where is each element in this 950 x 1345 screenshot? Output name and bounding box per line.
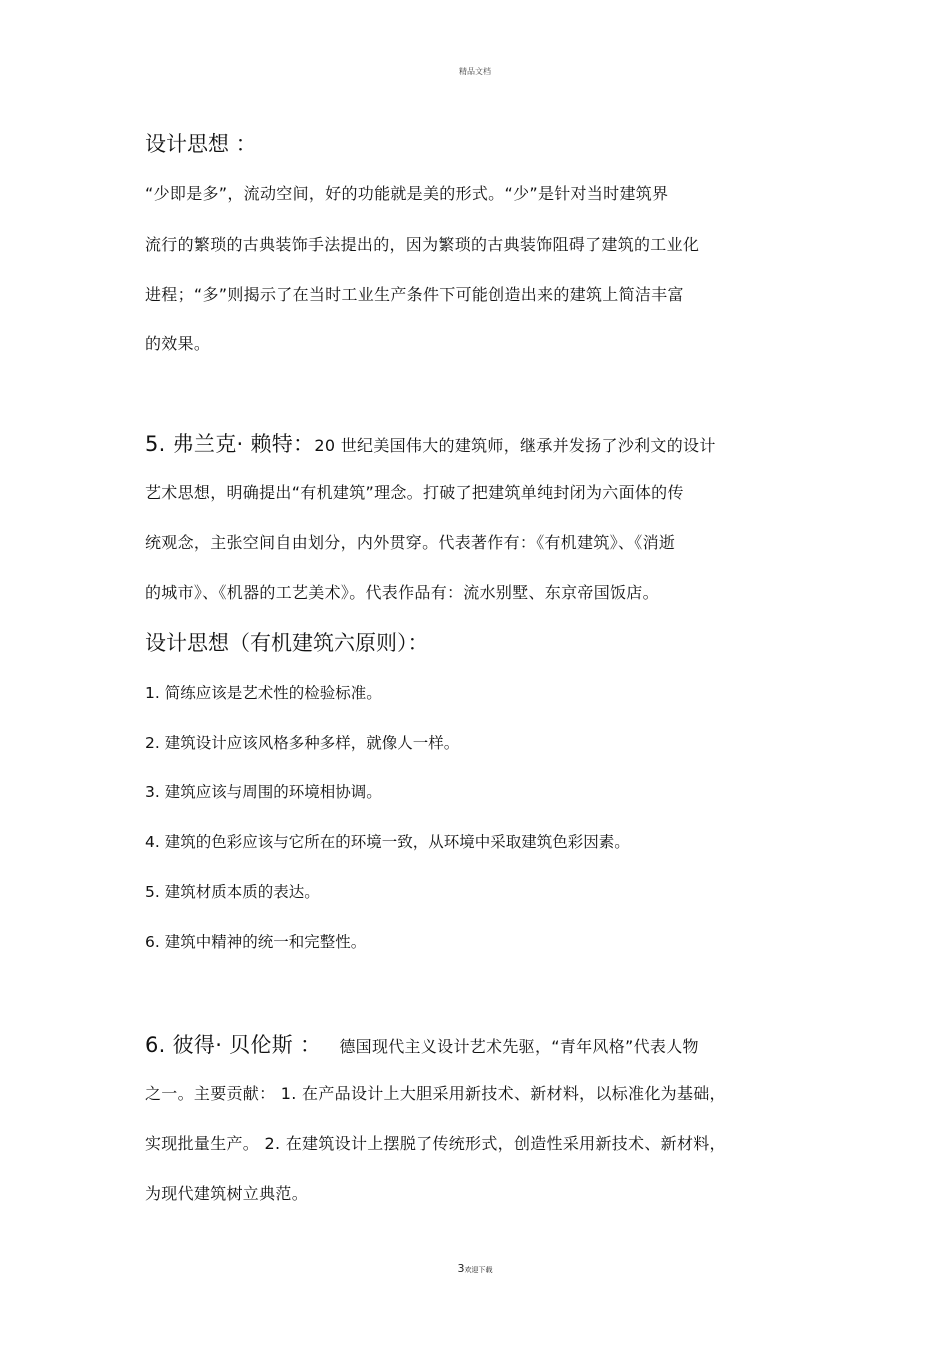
list-item: 5. 建筑材质本质的表达。 — [145, 883, 320, 901]
behrens-heading: 6. 彼得· 贝伦斯 ： — [145, 1033, 322, 1057]
page-header: 精品文档 — [459, 67, 491, 76]
wright-intro-text: 20 世纪美国伟大的建筑师，继承并发扬了沙利文的设计 — [314, 436, 716, 455]
list-item: 1. 简练应该是艺术性的检验标准。 — [145, 684, 382, 702]
paragraph-line: 为现代建筑树立典范。 — [145, 1184, 309, 1203]
list-item: 3. 建筑应该与周围的环境相协调。 — [145, 783, 382, 801]
paragraph-line: 进程；“多”则揭示了在当时工业生产条件下可能创造出来的建筑上简洁丰富 — [145, 285, 684, 304]
principles-heading: 设计思想（有机建筑六原则）： — [145, 631, 429, 655]
wright-heading: 5. 弗兰克· 赖特： — [145, 432, 315, 456]
behrens-intro-line — [145, 1029, 699, 1059]
behrens-intro-text: 德国现代主义设计艺术先驱，“青年风格”代表人物 — [339, 1037, 699, 1056]
list-item: 2. 建筑设计应该风格多种多样，就像人一样。 — [145, 734, 460, 752]
section-heading-design-thought: 设计思想 ： — [145, 132, 257, 156]
paragraph-line: 艺术思想，明确提出“有机建筑”理念。打破了把建筑单纯封闭为六面体的传 — [145, 483, 684, 502]
paragraph-line: “少即是多”，流动空间，好的功能就是美的形式。“少”是针对当时建筑界 — [145, 184, 669, 203]
paragraph-line: 实现批量生产。 2. 在建筑设计上摆脱了传统形式，创造性采用新技术、新材料， — [145, 1134, 726, 1153]
page-number: 3 — [457, 1262, 465, 1275]
paragraph-line: 之一。主要贡献： 1. 在产品设计上大胆采用新技术、新材料，以标准化为基础， — [145, 1084, 726, 1103]
paragraph-line: 的效果。 — [145, 334, 211, 353]
page-footer — [0, 1262, 950, 1275]
list-item: 6. 建筑中精神的统一和完整性。 — [145, 933, 367, 951]
paragraph-line: 流行的繁琐的古典装饰手法提出的，因为繁琐的古典装饰阻碍了建筑的工业化 — [145, 235, 700, 254]
wright-intro-line — [145, 428, 716, 458]
paragraph-line: 的城市》、《机器的工艺美术》。代表作品有：流水别墅、东京帝国饭店。 — [145, 583, 659, 602]
list-item: 4. 建筑的色彩应该与它所在的环境一致，从环境中采取建筑色彩因素。 — [145, 833, 630, 851]
paragraph-line: 统观念，主张空间自由划分，内外贯穿。代表著作有：《有机建筑》、《消逝 — [145, 533, 676, 552]
footer-text: 欢迎下载 — [464, 1266, 493, 1274]
